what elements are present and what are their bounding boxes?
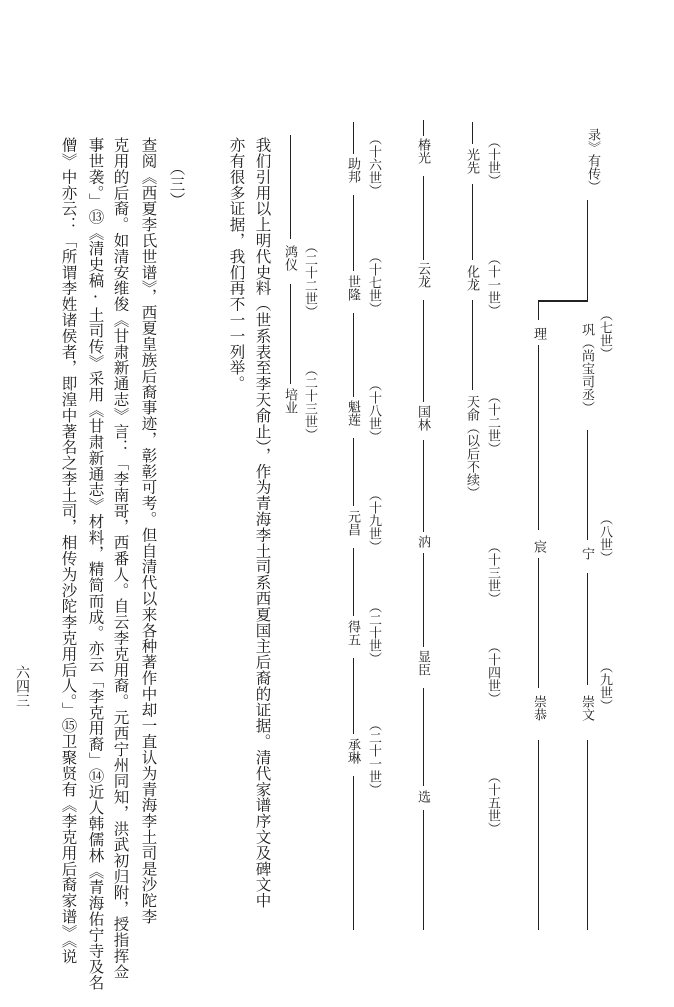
genealogy-col1-line-c: [587, 573, 588, 685]
genealogy-col5-line-a: [353, 122, 354, 154]
genealogy-col3-name-guangxian: 光先: [464, 148, 479, 174]
genealogy-col3-gen-14: （十四世）: [485, 640, 500, 705]
genealogy-col4-name-guolin: 国林: [415, 405, 430, 431]
genealogy-col3-gen-12: （十二世）: [485, 390, 500, 455]
genealogy-col5-line-c: [353, 313, 354, 397]
genealogy-col4-line-c: [423, 300, 424, 402]
genealogy-col3-name-tianyu: 天俞（以后不续）: [464, 395, 479, 499]
genealogy-col5-name-yuanchang: 元昌: [345, 510, 360, 536]
genealogy-col1-name-chongwen: 崇文: [579, 695, 594, 721]
genealogy-col3-line-c: [472, 300, 473, 390]
genealogy-col6-gen-22: （二十二世）: [302, 240, 317, 318]
genealogy-col1-gen-7: （七世）: [597, 308, 612, 360]
genealogy-col2-line-c: [538, 740, 539, 930]
genealogy-col6-name-hongyi: 鸿仪: [282, 245, 297, 271]
genealogy-col6-name-peiye: 培业: [282, 388, 297, 414]
genealogy-col3-gen-11: （十一世）: [485, 252, 500, 317]
paragraph-line-2: 亦有很多证据，我们再不一一列举。: [227, 137, 246, 392]
genealogy-col4-name-rui: 汭: [415, 535, 430, 548]
paragraph-line-1: 我们引用以上明代史料（世系表至李天俞止），作为青海李土司系西夏国主后裔的证据。清代家谱序文及碑文中: [253, 137, 272, 909]
genealogy-col5-gen-18: （十八世）: [366, 378, 381, 443]
genealogy-col2-name-chonggong: 崇恭: [531, 695, 546, 721]
genealogy-col4-name-chunguang: 椿光: [415, 138, 430, 164]
genealogy-col5-name-dewu: 得五: [345, 620, 360, 646]
body-line-3: 事世袭。」⑬《清史稿·土司传》采用《甘肃新通志》材料，精简而成。亦云「李克用裔」⑭近人韩儒林《青海佑宁寺及名: [86, 137, 105, 991]
genealogy-col4-name-yunlong: 云龙: [415, 262, 430, 288]
genealogy-col5-name-shilong: 世隆: [345, 275, 360, 301]
genealogy-col3-name-hualong: 化龙: [464, 265, 479, 291]
genealogy-col3-gen-15: （十五世）: [485, 770, 500, 835]
genealogy-col1-head: 录》有传）: [585, 128, 600, 193]
genealogy-col2-name-chen: 宸: [531, 540, 546, 553]
body-line-2: 克用的后裔。如清安维俊《甘肃新通志》言：「李南哥，西番人。自云李克用裔。元西宁州同知，洪武初归附，授指挥佥: [111, 137, 130, 980]
genealogy-col6-line-a: [290, 135, 291, 239]
genealogy-col5-line-b: [353, 195, 354, 271]
genealogy-col3-gen-13: （十三世）: [485, 540, 500, 605]
body-line-4: 僧》中亦云：「所谓李姓诸侯者，即湟中著名之李土司，相传为沙陀李克用后人。」⑮卫聚贤有《李克用后裔家谱》《说: [59, 137, 78, 965]
genealogy-branch-stub: [538, 300, 539, 320]
genealogy-col1-gen-8: （八世）: [597, 512, 612, 564]
genealogy-col4-line-e: [423, 553, 424, 647]
genealogy-col1-name-gong: 巩（尚宝司丞）: [579, 323, 594, 414]
genealogy-col5-gen-17: （十七世）: [366, 250, 381, 315]
genealogy-col5-name-kuilian: 魁莲: [345, 400, 360, 426]
genealogy-col4-line-g: [423, 810, 424, 930]
genealogy-col5-gen-19: （十九世）: [366, 488, 381, 553]
genealogy-col6-gen-23: （二十三世）: [302, 363, 317, 441]
genealogy-col4-name-xianchen: 显臣: [415, 650, 430, 676]
genealogy-branch-line: [538, 300, 588, 302]
genealogy-col3-line-a: [472, 122, 473, 144]
genealogy-col5-line-g: [353, 776, 354, 930]
genealogy-col1-line-d: [587, 740, 588, 930]
genealogy-col2-line-a: [538, 345, 539, 530]
page-number: 六四三: [14, 665, 30, 709]
genealogy-col3-gen-10: （十世）: [485, 135, 500, 187]
section-heading: （三）: [167, 160, 186, 208]
genealogy-col4-line-a: [423, 120, 424, 136]
genealogy-col5-gen-21: （二十一世）: [366, 718, 381, 796]
genealogy-col5-line-e: [353, 548, 354, 616]
body-line-1: 查阅《西夏李氏世谱》，西夏皇族后裔事迹，彰彰可考。但自清代以来各种著作中却一直认为青海李土司是沙陀李: [139, 137, 158, 925]
genealogy-col1-line-b: [587, 430, 588, 540]
genealogy-col3-line-b: [472, 184, 473, 260]
genealogy-col1-gen-9: （九世）: [597, 660, 612, 712]
genealogy-col4-name-xuan: 选: [415, 790, 430, 803]
genealogy-col4-line-b: [423, 176, 424, 260]
genealogy-col1-name-ning: 宁: [579, 547, 594, 560]
genealogy-col6-line-b: [290, 284, 291, 384]
genealogy-col2-line-b: [538, 558, 539, 688]
genealogy-col5-name-zhubang: 助邦: [345, 157, 360, 183]
genealogy-col5-line-f: [353, 658, 354, 734]
genealogy-col4-line-f: [423, 688, 424, 786]
genealogy-col5-name-chenglin: 承琳: [345, 738, 360, 764]
genealogy-col5-line-d: [353, 438, 354, 506]
genealogy-col5-gen-20: （二十世）: [366, 600, 381, 665]
genealogy-col2-name-li: 理: [531, 327, 546, 340]
genealogy-col4-line-d: [423, 440, 424, 532]
genealogy-col1-line-a: [587, 200, 588, 300]
genealogy-col5-gen-16: （十六世）: [366, 132, 381, 197]
